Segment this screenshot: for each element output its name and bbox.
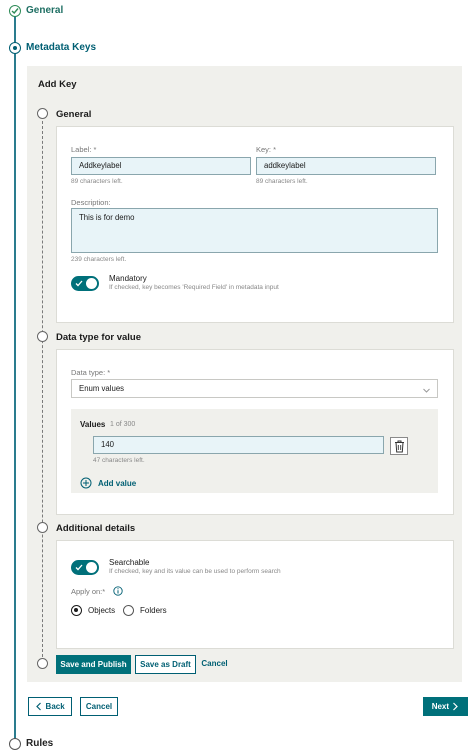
label-input[interactable]: Addkeylabel bbox=[71, 157, 251, 175]
value-input[interactable]: 140 bbox=[93, 436, 384, 454]
label-hint: 89 characters left. bbox=[71, 178, 123, 185]
save-and-publish-button[interactable]: Save and Publish bbox=[56, 655, 131, 674]
info-icon[interactable] bbox=[113, 586, 123, 598]
searchable-description: If checked, key and its value can be used to perform search bbox=[109, 568, 281, 575]
cancel-button[interactable]: Cancel bbox=[80, 697, 118, 716]
step-pending-icon bbox=[9, 738, 21, 750]
cancel-section-button[interactable]: Cancel bbox=[201, 659, 228, 668]
values-title: Values bbox=[80, 420, 106, 429]
value-hint: 47 characters left. bbox=[93, 457, 145, 464]
searchable-title: Searchable bbox=[109, 558, 150, 567]
mandatory-description: If checked, key becomes 'Required Field' in metadata input bbox=[109, 284, 279, 291]
data-type-select[interactable] bbox=[71, 379, 438, 398]
apply-on-label: Apply on:* bbox=[71, 587, 106, 596]
description-field-label: Description: bbox=[71, 198, 111, 207]
mandatory-title: Mandatory bbox=[109, 274, 147, 283]
objects-radio-label[interactable]: Objects bbox=[88, 606, 116, 615]
chevron-right-icon bbox=[451, 702, 459, 711]
stepper-rail bbox=[14, 12, 16, 742]
section-general-icon bbox=[37, 108, 48, 119]
label-field-label: Label: * bbox=[71, 145, 97, 154]
description-textarea[interactable]: This is for demo bbox=[71, 208, 438, 253]
section-data-type-title[interactable]: Data type for value bbox=[56, 332, 141, 343]
section-general-title[interactable]: General bbox=[56, 109, 92, 120]
folders-radio[interactable] bbox=[123, 605, 134, 616]
back-label: Back bbox=[45, 702, 65, 711]
next-label: Next bbox=[431, 702, 450, 711]
save-as-draft-button[interactable]: Save as Draft bbox=[135, 655, 196, 674]
chevron-left-icon bbox=[35, 702, 43, 711]
add-value-button[interactable]: Add value bbox=[98, 479, 137, 488]
folders-radio-label[interactable]: Folders bbox=[140, 606, 167, 615]
step-rules[interactable]: Rules bbox=[26, 738, 54, 749]
next-button[interactable] bbox=[423, 697, 468, 716]
values-count: 1 of 300 bbox=[110, 421, 136, 428]
trash-icon bbox=[394, 440, 405, 453]
description-hint: 239 characters left. bbox=[71, 256, 127, 263]
section-data-type-icon bbox=[37, 331, 48, 342]
step-metadata-keys[interactable]: Metadata Keys bbox=[26, 42, 97, 53]
delete-value-button[interactable] bbox=[390, 437, 408, 455]
data-type-field-label: Data type: * bbox=[71, 368, 111, 377]
section-additional-title[interactable]: Additional details bbox=[56, 523, 136, 534]
objects-radio[interactable] bbox=[71, 605, 82, 616]
key-field-label: Key: * bbox=[256, 145, 277, 154]
sub-stepper-rail bbox=[42, 121, 43, 657]
section-additional-icon bbox=[37, 522, 48, 533]
add-circle-icon[interactable] bbox=[80, 477, 92, 491]
step-general[interactable]: General bbox=[26, 5, 64, 16]
back-button[interactable] bbox=[28, 697, 72, 716]
step-complete-icon bbox=[9, 5, 21, 17]
mandatory-toggle[interactable] bbox=[71, 276, 99, 291]
panel-title: Add Key bbox=[38, 79, 77, 90]
step-active-icon bbox=[9, 42, 21, 54]
key-input[interactable]: addkeylabel bbox=[256, 157, 436, 175]
section-actions-icon bbox=[37, 658, 48, 669]
searchable-toggle[interactable] bbox=[71, 560, 99, 575]
chevron-down-icon bbox=[422, 384, 431, 401]
key-hint: 89 characters left. bbox=[256, 178, 308, 185]
data-type-value: Enum values bbox=[79, 384, 125, 393]
